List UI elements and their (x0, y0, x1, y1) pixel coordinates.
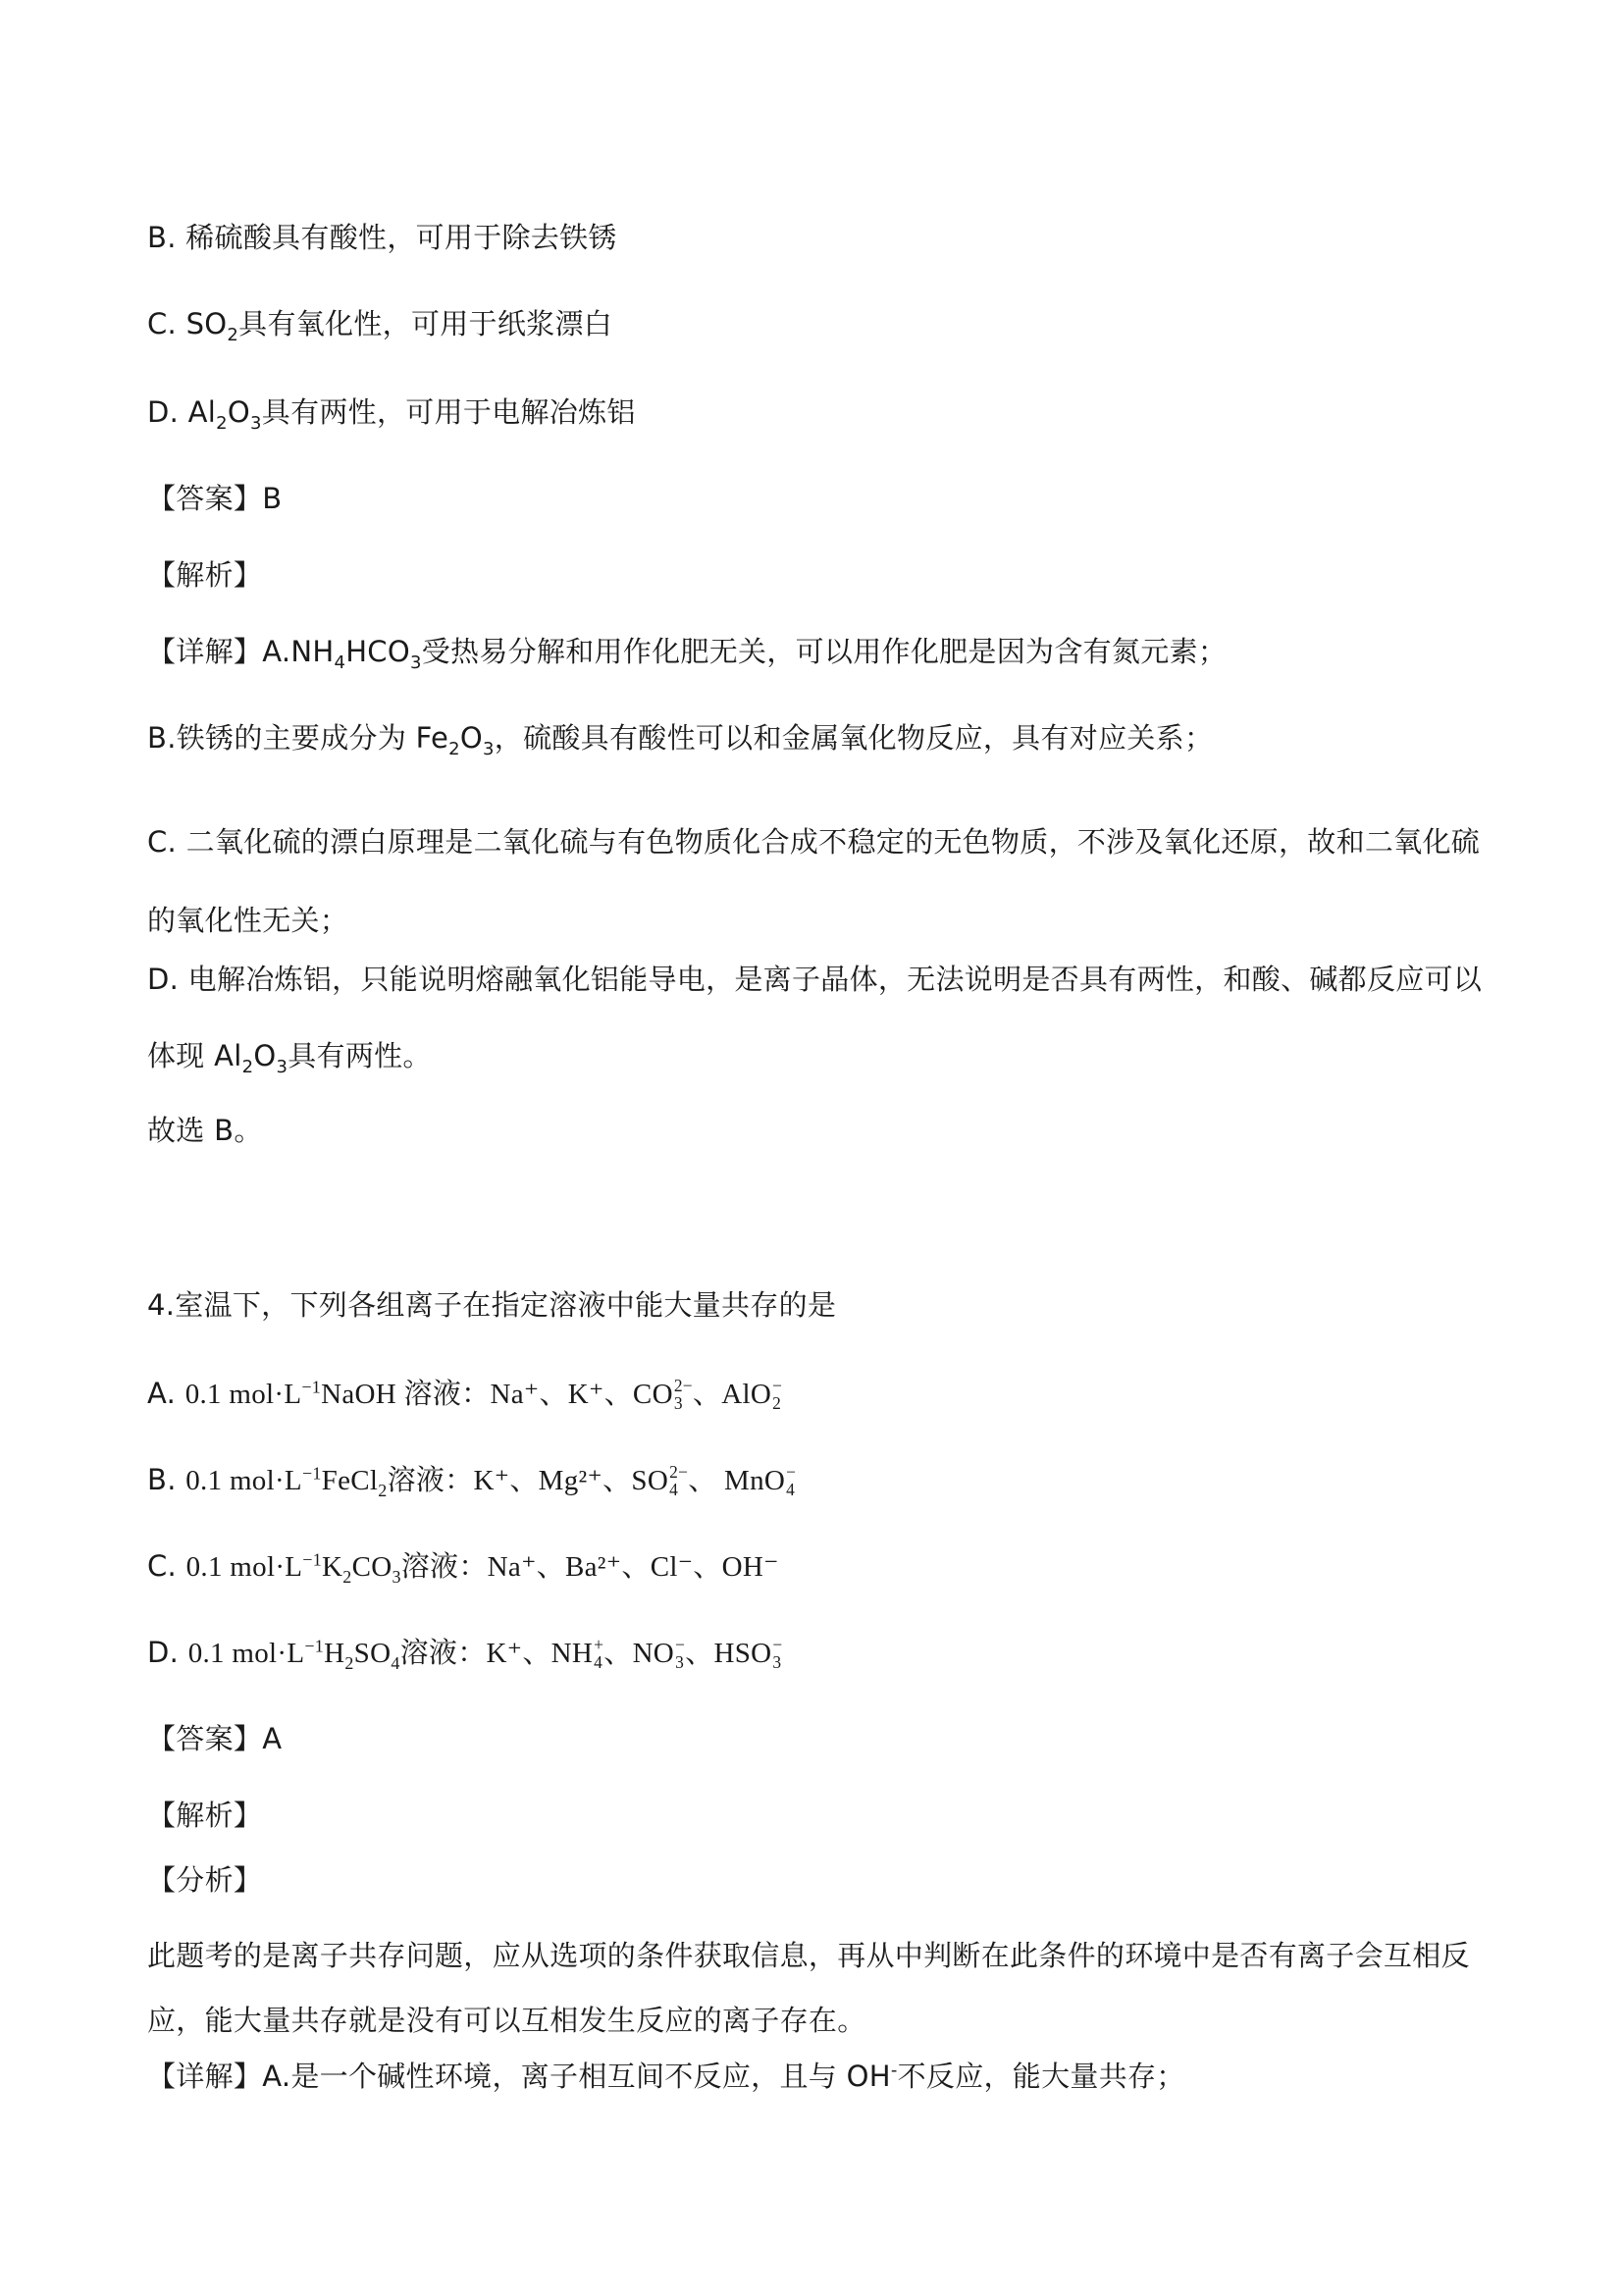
q4-detail-a-sup: - (890, 2060, 898, 2081)
q4-option-d-solute-post: 溶液： (399, 1636, 487, 1669)
q4-option-c-solute-sub2: 3 (392, 1566, 401, 1587)
answer-tag: 【答案】 (147, 1722, 263, 1755)
q4-option-c-solute-mid: CO (351, 1551, 393, 1583)
q4-option-a-ions: Na⁺、K⁺、CO (490, 1379, 673, 1410)
q3-detail-a-mid: HCO (345, 635, 410, 668)
q3-detail-d-line2-post: 具有两性。 (288, 1039, 432, 1072)
q4-option-a-ion1-sub: 3 (673, 1393, 683, 1414)
analysis-tag: 【解析】 (147, 1799, 263, 1832)
detail-tag: 【详解】 (147, 635, 263, 668)
q3-option-c (147, 304, 612, 343)
q3-option-d-post: 具有两性，可用于电解冶炼铝 (261, 395, 636, 429)
q4-option-b-ion2-sub: 4 (786, 1480, 796, 1500)
q4-option-d-solute-sub2: 4 (391, 1652, 400, 1673)
q3-option-c-sub: 2 (227, 324, 239, 345)
q4-option-d-solute-pre: H (324, 1638, 345, 1669)
q3-detail-a (147, 632, 1227, 671)
q3-detail-a-post: 受热易分解和用作化肥无关，可以用作化肥是因为含有氮元素； (421, 635, 1228, 668)
q3-analysis-heading (147, 555, 262, 595)
q4-option-b-label: B. (147, 1463, 177, 1496)
q4-option-b-ion1-sub: 4 (669, 1480, 679, 1500)
q4-option-b-ion1-sup: 2− (669, 1462, 689, 1483)
q4-option-b-exp: −1 (301, 1463, 322, 1484)
q3-detail-c-text: C. 二氧化硫的漂白原理是二氧化硫与有色物质化合成不稳定的无色物质，不涉及氧化还原，故和二氧化硫的氧化性无关； (147, 825, 1481, 937)
q4-option-d-sep2: 、HSO (685, 1638, 772, 1669)
q4-fenxi-heading (147, 1860, 262, 1900)
q4-option-d-exp: −1 (304, 1636, 325, 1656)
q3-option-b (147, 218, 617, 257)
q4-option-a-sep: 、AlO (692, 1379, 772, 1410)
analysis-tag: 【解析】 (147, 558, 263, 592)
q4-option-d-label: D. (147, 1636, 180, 1669)
q4-option-b (147, 1460, 796, 1501)
q4-option-c-solute-sub1: 2 (342, 1566, 352, 1587)
q4-option-a-exp: −1 (301, 1377, 322, 1397)
q4-option-d-ion3-sub: 3 (772, 1652, 782, 1673)
q3-option-b-text: B. 稀硫酸具有酸性，可用于除去铁锈 (147, 221, 617, 254)
q4-option-b-sep: 、 MnO (688, 1465, 786, 1496)
q4-option-a-label: A. (147, 1377, 177, 1410)
detail-tag: 【详解】 (147, 2060, 263, 2093)
q4-option-c-exp: −1 (302, 1549, 323, 1570)
q4-option-c (147, 1546, 779, 1587)
q4-option-d-ion1-sup: + (594, 1635, 604, 1655)
q3-detail-b-sub1: 2 (448, 738, 460, 759)
q3-detail-a-sub2: 3 (409, 652, 422, 673)
q4-fenxi-body: 此题考的是离子共存问题，应从选项的条件获取信息，再从中判断在此条件的环境中是否有离子会互相反应，能大量共存就是没有可以互相发生反应的离子存在。 (147, 1939, 1470, 2037)
q4-answer (147, 1719, 282, 1758)
q3-answer (147, 479, 282, 518)
q4-option-b-conc: 0.1 mol·L (185, 1465, 302, 1496)
q4-detail-a (147, 2057, 1185, 2096)
q3-detail-c (147, 803, 1492, 960)
q4-option-d-ion2-sub: 3 (675, 1652, 685, 1673)
q3-detail-d-line2-sub1: 2 (241, 1056, 254, 1077)
q3-detail-b (147, 718, 1213, 757)
q4-option-d-ions: K⁺、NH (486, 1638, 594, 1669)
q4-option-d (147, 1633, 783, 1674)
q3-conclusion-text: 故选 B。 (147, 1114, 263, 1147)
q4-detail-a-post: 不反应，能大量共存； (897, 2060, 1185, 2093)
q4-fenxi-text (147, 1923, 1492, 2053)
q4-option-d-solute-mid: SO (353, 1638, 392, 1669)
q3-detail-b-mid: O (459, 721, 484, 755)
q4-option-b-solute-pre: FeCl (321, 1465, 379, 1496)
q4-detail-a-pre: A.是一个碱性环境，离子相互间不反应，且与 OH (262, 2060, 891, 2093)
q3-detail-d-line2 (147, 1036, 432, 1075)
q3-detail-d-line1 (147, 960, 1482, 999)
q3-detail-d-line2-sub2: 3 (276, 1056, 288, 1077)
q3-option-d (147, 392, 636, 432)
q3-detail-b-post: ，硫酸具有酸性可以和金属氧化物反应，具有对应关系； (494, 721, 1214, 755)
q3-option-d-mid: O (227, 395, 251, 429)
q4-option-d-ion3-sup: − (772, 1635, 783, 1655)
q3-detail-d-line1-text: D. 电解冶炼铝，只能说明熔融氧化铝能导电，是离子晶体，无法说明是否具有两性，和酸、碱都反应可以 (147, 963, 1483, 996)
q3-option-c-post: 具有氧化性，可用于纸浆漂白 (238, 307, 613, 340)
fenxi-tag: 【分析】 (147, 1863, 263, 1897)
q3-detail-d-line2-mid: O (253, 1039, 277, 1072)
q4-analysis-heading (147, 1796, 262, 1835)
q4-option-a (147, 1374, 782, 1415)
q4-option-d-conc: 0.1 mol·L (187, 1638, 305, 1669)
q4-option-c-solute-pre: K (322, 1551, 343, 1583)
q4-option-a-conc: 0.1 mol·L (184, 1379, 302, 1410)
q4-option-d-sep1: 、NO (603, 1638, 675, 1669)
q4-option-c-solute-post: 溶液： (400, 1549, 488, 1583)
answer-tag: 【答案】 (147, 482, 263, 515)
q3-detail-b-pre: B.铁锈的主要成分为 Fe (147, 721, 449, 755)
answer-value: B (262, 482, 283, 515)
q4-stem (147, 1285, 836, 1325)
q3-option-d-sub1: 2 (216, 412, 228, 434)
q3-option-c-pre: C. SO (147, 307, 228, 340)
q4-option-d-ion1-sub: 4 (594, 1652, 603, 1673)
q3-detail-a-pre: A.NH (262, 635, 335, 668)
q4-option-c-label: C. (147, 1549, 178, 1583)
q3-option-d-pre: D. Al (147, 395, 217, 429)
q3-detail-a-sub1: 4 (334, 652, 346, 673)
q4-option-c-conc: 0.1 mol·L (185, 1551, 303, 1583)
q4-option-b-solute-sub: 2 (378, 1480, 388, 1500)
q4-option-a-ion1-sup: 2− (673, 1376, 693, 1396)
q4-option-c-ions: Na⁺、Ba²⁺、Cl⁻、OH⁻ (487, 1551, 779, 1583)
q4-option-a-ion2-sup: − (772, 1376, 783, 1396)
q4-stem-text: 4.室温下，下列各组离子在指定溶液中能大量共存的是 (147, 1288, 837, 1322)
q4-option-b-solute-post: 溶液： (387, 1463, 474, 1496)
answer-value: A (262, 1722, 283, 1755)
q4-option-d-solute-sub1: 2 (344, 1652, 354, 1673)
q3-detail-b-sub2: 3 (483, 738, 495, 759)
q4-option-a-ion2-sub: 2 (772, 1393, 782, 1414)
q4-option-b-ions: K⁺、Mg²⁺、SO (473, 1465, 669, 1496)
q4-option-b-ion2-sup: − (786, 1462, 797, 1483)
q3-option-d-sub2: 3 (250, 412, 262, 434)
q4-option-d-ion2-sup: − (675, 1635, 686, 1655)
q3-detail-d-line2-pre: 体现 Al (147, 1039, 242, 1072)
q3-conclusion (147, 1111, 263, 1150)
q4-option-a-solute: NaOH 溶液： (321, 1379, 491, 1410)
